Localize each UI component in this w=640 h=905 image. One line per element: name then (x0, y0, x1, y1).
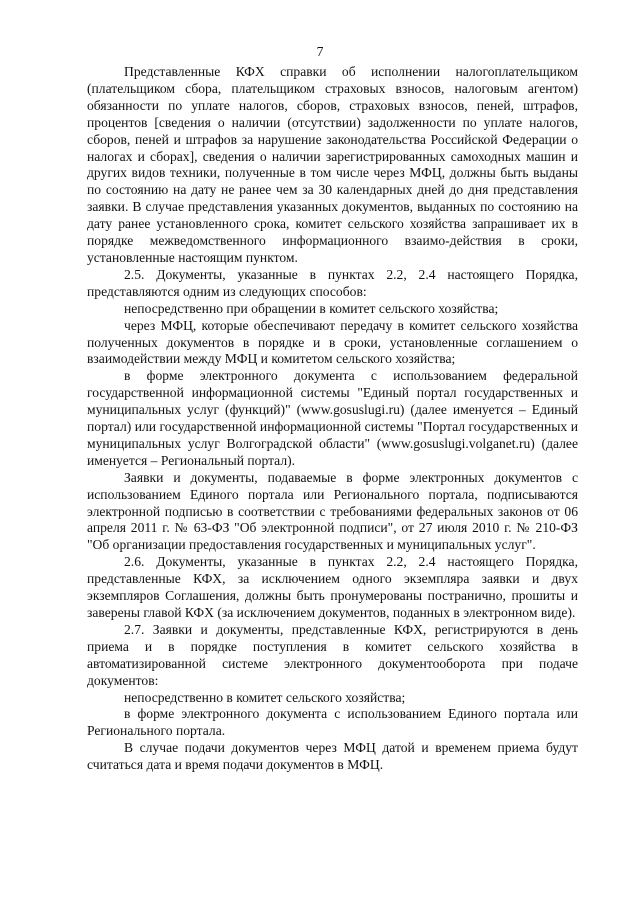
paragraph-2-5: 2.5. Документы, указанные в пунктах 2.2, 2.4 настоящего Порядка, представляются одним из следующих способов: (87, 266, 578, 299)
paragraph-certificates: Представленные КФХ справки об исполнении налогоплательщиком (плательщиком сбора, плательщиком страховых взносов, налоговым агентом) обязанности по уплате налогов, сборов, страховых взносов, пеней, штрафов, процентов [сведения о наличии (отсутствии) задолженности по уплате налогов, сборов, пеней и штрафов за нарушение законодательства Российской Федерации о налогах и сборах], сведения о наличии зарегистрированных самоходных машин и других видов техники, полученные в том числе через МФЦ, должны быть выданы по состоянию на дату не ранее чем за 30 календарных дней до дня представления заявки. В случае представления указанных документов, выданных по состоянию на дату ранее установленного срока, комитет сельского хозяйства запрашивает их в порядке межведомственного информационного взаимо-действия в сроки, установленные настоящим пунктом. (87, 64, 578, 265)
paragraph-via-mfc: через МФЦ, которые обеспечивают передачу в комитет сельского хозяйства полученных документов в порядке и в сроки, установленные соглашением о взаимодействии между МФЦ и комитетом сельского хозяйства; (87, 317, 578, 367)
paragraph-electronic-form: в форме электронного документа с использованием федеральной государственной информационной системы "Единый портал государственных и муниципальных услуг (функций)" (www.gosuslugi.ru) (далее именуется – Единый портал) или государственной информационной системы "Портал государственных и муниципальных услуг Волгоградской области" (www.gosuslugi.volganet.ru) (далее именуется – Региональный портал). (87, 368, 578, 468)
paragraph-2-6: 2.6. Документы, указанные в пунктах 2.2, 2.4 настоящего Порядка, представленные КФХ, за исключением одного экземпляра заявки и двух экземпляров Соглашения, должны быть пронумерованы постранично, прошиты и заверены главой КФХ (за исключением документов, поданных в электронном виде). (87, 554, 578, 620)
paragraph-mfc-date: В случае подачи документов через МФЦ датой и временем приема будут считаться дата и время подачи документов в МФЦ. (87, 740, 578, 773)
paragraph-electronic-signature: Заявки и документы, подаваемые в форме электронных документов с использованием Единого портала или Регионального портала, подписываются электронной подписью в соответствии с требованиями федеральных законов от 06 апреля 2011 г. № 63-ФЗ "Об электронной подписи", от 27 июля 2010 г. № 210-ФЗ "Об организации предоставления государственных и муниципальных услуг". (87, 469, 578, 553)
paragraph-electronic-portal: в форме электронного документа с использованием Единого портала или Регионального портала. (87, 706, 578, 739)
page-number: 7 (316, 44, 324, 59)
paragraph-direct-submission: непосредственно при обращении в комитет сельского хозяйства; (124, 300, 499, 316)
paragraph-2-7: 2.7. Заявки и документы, представленные КФХ, регистрируются в день приема и в порядке поступления в комитет сельского хозяйства в автоматизированной системе электронного документооборота при подаче документов: (87, 621, 578, 688)
paragraph-direct-committee: непосредственно в комитет сельского хозяйства; (124, 689, 406, 705)
document-body (87, 64, 578, 774)
